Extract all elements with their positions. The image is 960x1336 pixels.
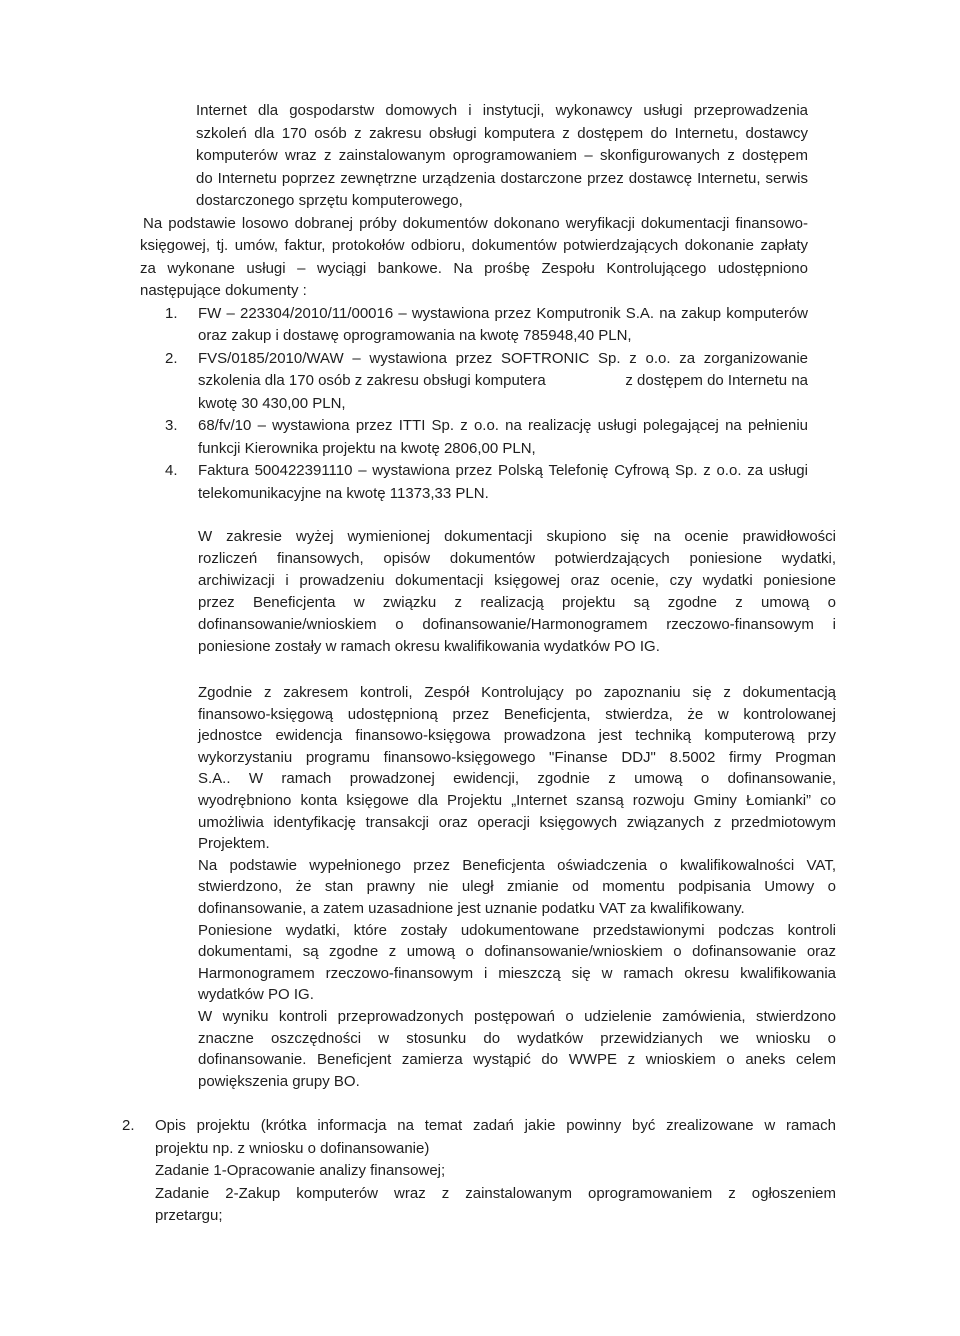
document-line: Faktura 500422391110 – wystawiona przez Polską Telefonię Cyfrową Sp. z o.o. za usługi bbox=[198, 462, 808, 479]
document-number: 4. bbox=[165, 462, 178, 479]
findings-line: wydatków PO IG. bbox=[198, 986, 314, 1004]
scope-line: rozliczeń finansowych, opisów dokumentów potwierdzających poniesione wydatki, bbox=[198, 550, 836, 567]
intro-line: do Internetu poprzez zewnętrzne urządzenia dostarczone przez dostawcę Internetu, serwis bbox=[196, 169, 808, 187]
findings-line: Na podstawie wypełnionego przez Beneficjenta oświadczenia o kwalifikowalności VAT, bbox=[198, 856, 836, 874]
document-line: FW – 223304/2010/11/00016 – wystawiona przez Komputronik S.A. na zakup komputerów bbox=[198, 304, 808, 322]
document-item bbox=[140, 348, 808, 416]
findings-line: finansowo-księgową udostępnioną przez Beneficjenta, stwierdza, że w kontrolowanej bbox=[198, 705, 836, 723]
document-number: 2. bbox=[165, 349, 178, 367]
findings-line: Projektem. bbox=[198, 835, 270, 853]
document-line: funkcji Kierownika projektu na kwotę 2806,00 PLN, bbox=[198, 439, 536, 457]
document-line-left: szkolenia dla 170 osób z zakresu obsługi komputera bbox=[198, 372, 546, 389]
verification-line: księgowej, tj. umów, faktur, protokołów odbioru, dokumentów potwierdzających dokonanie zapłaty bbox=[140, 237, 808, 254]
document-top-section bbox=[140, 100, 808, 505]
scope-line: W zakresie wyżej wymienionej dokumentacji skupiono się na ocenie prawidłowości bbox=[198, 528, 836, 545]
intro-line: szkoleń dla 170 osób z zakresu obsługi komputera z dostępem do Internetu, dostawcy bbox=[196, 124, 808, 142]
findings-line: wykorzystaniu programu finansowo-księgowego "Finanse DDJ" 8.5002 firmy Progman bbox=[198, 748, 836, 766]
verification-paragraph bbox=[140, 213, 808, 303]
verification-line: Na podstawie losowo dobranej próby dokumentów dokonano weryfikacji dokumentacji finansowo- bbox=[143, 214, 808, 232]
document-line-right: z dostępem do Internetu na bbox=[625, 372, 808, 389]
intro-line: dostarczonego sprzętu komputerowego, bbox=[196, 192, 463, 209]
findings-line: Poniesione wydatki, które zostały udokumentowane przedstawionymi podczas kontroli bbox=[198, 921, 836, 939]
findings-line: umożliwia identyfikację transakcji oraz operacji księgowych związanych z przedmiotowym bbox=[198, 813, 836, 831]
document-item bbox=[140, 460, 808, 505]
verification-line: za wykonane usługi – wyciągi bankowe. Na prośbę Zespołu Kontrolującego udostępniono bbox=[140, 259, 808, 277]
document-line: telekomunikacyjne na kwotę 11373,33 PLN. bbox=[198, 484, 489, 502]
section-line-text: Opis projektu (krótka informacja na temat zadań jakie powinny być zrealizowane w ramach bbox=[155, 1117, 836, 1134]
section-line: projektu np. z wniosku o dofinansowanie) bbox=[155, 1139, 430, 1157]
documents-list bbox=[140, 303, 808, 506]
document-line: FVS/0185/2010/WAW – wystawiona przez SOFTRONIC Sp. z o.o. za zorganizowanie bbox=[198, 349, 808, 367]
findings-line: dofinansowanie, a zatem uzasadnione jest uznanie podatku VAT za kwalifikowany. bbox=[198, 899, 745, 917]
document-line: oraz zakup i dostawę oprogramowania na kwotę 785948,40 PLN, bbox=[198, 327, 632, 344]
document-item bbox=[140, 303, 808, 348]
document-number: 3. bbox=[165, 417, 178, 434]
document-line: kwotę 30 430,00 PLN, bbox=[198, 394, 346, 412]
section-number: 2. bbox=[122, 1117, 135, 1134]
section-line: Zadanie 1-Opracowanie analizy finansowej; bbox=[155, 1162, 446, 1179]
document-item bbox=[140, 415, 808, 460]
findings-line: stwierdzono, że stan prawny nie uległ zmianie od momentu podpisania Umowy o bbox=[198, 878, 836, 896]
section-line: Zadanie 2-Zakup komputerów wraz z zainstalowanym oprogramowaniem z ogłoszeniem bbox=[155, 1184, 836, 1202]
intro-paragraph bbox=[140, 100, 808, 213]
section-2 bbox=[122, 1115, 836, 1228]
scope-line: archiwizacji i prowadzeniu dokumentacji księgowej oraz ocenie, czy wydatki poniesione bbox=[198, 572, 836, 589]
scope-line: przez Beneficjenta w związku z realizacją projektu są zgodne z umową o bbox=[198, 594, 836, 611]
findings-line: jednostce ewidencja finansowo-księgowa prowadzona jest techniką komputerową przy bbox=[198, 727, 836, 745]
findings-line: Zgodnie z zakresem kontroli, Zespół Kontrolujący po zapoznaniu się z dokumentacją bbox=[198, 684, 836, 701]
section-line bbox=[122, 1115, 836, 1138]
scope-line: dofinansowanie/wnioskiem o dofinansowanie/Harmonogramem rzeczowo-finansowym i bbox=[198, 616, 836, 633]
findings-line: dofinansowanie. Beneficjent zamierza wystąpić do WWPE z wnioskiem o aneks celem bbox=[198, 1051, 836, 1069]
scope-paragraph bbox=[198, 526, 836, 658]
document-number: 1. bbox=[165, 304, 178, 322]
findings-line: W wyniku kontroli przeprowadzonych postępowań o udzielenie zamówienia, stwierdzono bbox=[198, 1007, 836, 1025]
findings-paragraph bbox=[198, 682, 836, 1092]
findings-line: Harmonogramem rzeczowo-finansowym i mieszczą się w ramach okresu kwalifikowania bbox=[198, 964, 836, 982]
findings-line: wyodrębniono konta księgowe dla Projektu „Internet szansą rozwoju Gminy Łomianki” co bbox=[198, 791, 836, 809]
findings-line: znaczne oszczędności w stosunku do wydatków przewidzianych we wniosku o bbox=[198, 1029, 836, 1047]
document-line bbox=[198, 370, 808, 393]
document-line: 68/fv/10 – wystawiona przez ITTI Sp. z o.o. na realizację usługi polegającej na pełnieniu bbox=[198, 417, 808, 434]
scope-line: poniesione zostały w ramach okresu kwalifikowania wydatków PO IG. bbox=[198, 638, 660, 655]
verification-line: następujące dokumenty : bbox=[140, 282, 307, 299]
intro-line: Internet dla gospodarstw domowych i instytucji, wykonawcy usługi przeprowadzenia bbox=[196, 102, 808, 119]
findings-line: powiększenia grupy BO. bbox=[198, 1072, 360, 1090]
intro-line: komputerów wraz z zainstalowanym oprogramowaniem – skonfigurowanych z dostępem bbox=[196, 147, 808, 164]
section-line: przetargu; bbox=[155, 1207, 223, 1224]
findings-line: S.A.. W ramach prowadzonej ewidencji, zgodnie z umową o dofinansowanie, bbox=[198, 770, 836, 788]
findings-line: dokumentami, są zgodne z umową o dofinansowanie/wnioskiem o dofinansowanie oraz bbox=[198, 943, 836, 961]
